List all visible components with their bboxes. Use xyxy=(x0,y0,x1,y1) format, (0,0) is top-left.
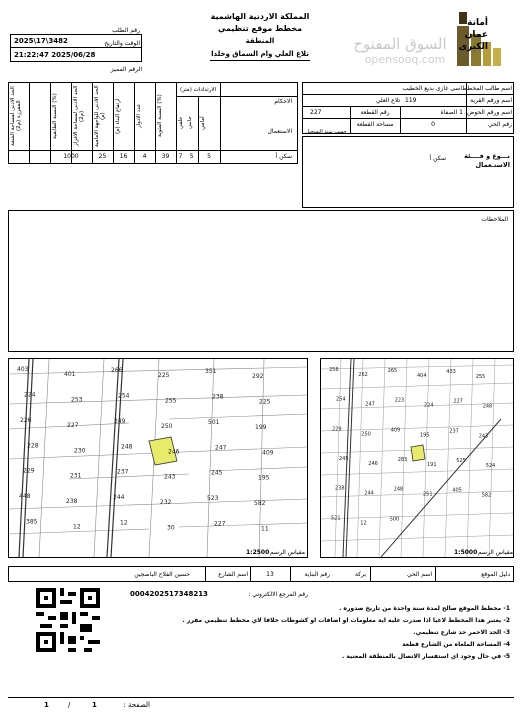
parcel-number: 244 xyxy=(113,494,125,502)
parcel-number: 582 xyxy=(254,500,266,508)
parcel-number: 12 xyxy=(73,523,81,531)
parcel-number: 255 xyxy=(475,374,486,380)
col-floors: عدد الادوار xyxy=(136,103,142,129)
guide-label: دليل الموقع xyxy=(481,571,510,578)
parcel-number: 248 xyxy=(482,403,493,410)
plot-area-label: مساحة القطعة xyxy=(356,121,394,128)
parcel-number: 409 xyxy=(262,449,274,457)
building-no-label: رقم البناية xyxy=(304,571,330,578)
parcel-number: 232 xyxy=(160,499,172,507)
parcel-number: 448 xyxy=(19,493,31,501)
logo-line3: الكبرى xyxy=(458,42,488,52)
area-note: حسب سند التسجيل xyxy=(305,129,347,135)
parcel-number: 228 xyxy=(27,442,39,450)
parcel-number: 250 xyxy=(361,431,371,438)
parcel-number: 248 xyxy=(121,443,133,451)
usage-title: نـــوع و فــــئة الاستـعمال xyxy=(464,152,510,169)
parcel-number: 195 xyxy=(420,432,430,439)
val-floors: 4 xyxy=(142,153,147,160)
applicant-name-value: اسى غازى بديع الخطيب xyxy=(402,85,462,92)
parcel-number: 251 xyxy=(423,491,433,498)
page-current: 1 xyxy=(92,701,97,709)
parcel-number: 265 xyxy=(387,368,398,374)
basin-label: اسم ورقم الحوض xyxy=(467,109,512,116)
qr-code-icon xyxy=(36,588,100,652)
watermark-arabic: السوق المفتوح xyxy=(353,35,447,53)
parcel-number: 227 xyxy=(67,421,79,429)
parcel-number: 254 xyxy=(336,396,346,403)
col-rear: خلفي xyxy=(178,116,184,130)
parcel-number: 283 xyxy=(397,457,408,463)
val-min-subdivision: 1000 xyxy=(63,153,79,160)
page-sep: / xyxy=(68,701,71,709)
parcel-number: 258 xyxy=(329,367,339,373)
parcel-number: 237 xyxy=(117,468,129,476)
parcel-number: 409 xyxy=(390,427,401,434)
district-value: 0 xyxy=(431,121,435,128)
region-label: المنطقة xyxy=(245,37,275,45)
street-label: اسم الشارع xyxy=(218,571,248,578)
parcel-number: 247 xyxy=(365,401,375,408)
footer-line xyxy=(8,697,514,698)
val-front: 5 xyxy=(207,153,211,160)
parcel-number: 245 xyxy=(211,469,223,477)
parcel-number: 229 xyxy=(23,467,35,475)
applicant-name-label: اسم طالب المخطط xyxy=(461,85,512,92)
page-label: الصفحة : xyxy=(123,701,150,709)
time-date: 21:22:47 2025/06/28 xyxy=(14,51,96,59)
parcel-number: 230 xyxy=(74,447,86,455)
parcel-number: 244 xyxy=(364,490,374,497)
parcel-number: 403 xyxy=(17,366,29,373)
col-front: أمامي xyxy=(200,116,206,130)
notes-label: الملاحظات xyxy=(481,216,508,223)
plot-no-label: رقم القطعة xyxy=(360,109,390,116)
parcel-number: 224 xyxy=(24,391,36,399)
parcel-number: 226 xyxy=(20,416,32,424)
usage-box xyxy=(302,136,514,208)
parcel-number: 246 xyxy=(168,448,180,456)
val-height: 16 xyxy=(119,153,128,160)
right-scale: 1:5000 xyxy=(454,549,478,556)
parcel-number: 12 xyxy=(360,520,367,527)
right-scale-label: مقياس الرسم xyxy=(478,549,513,556)
parcel-number: 250 xyxy=(161,422,173,430)
parcel-number: 253 xyxy=(71,396,83,404)
usage-value: سكن أ xyxy=(429,155,446,162)
parcel-number: 223 xyxy=(394,397,405,404)
parcel-number: 254 xyxy=(118,392,130,400)
condition-2: 2- يعتبر هذا المخطط لاغيا اذا صدرت عليه اية معلومات او اضافات او كشوطات خلافا لاي مخطط تنظيمي مقرر . xyxy=(182,617,510,624)
region-value: تلاع العلي وام السماق وخلدا xyxy=(211,50,309,58)
condition-1: 1- مخطط الموقع صالح لمدة سنة واحدة من تاريخ صدوره . xyxy=(339,605,510,612)
address-district-label: اسم الحي xyxy=(407,571,432,578)
parcel-number: 404 xyxy=(417,373,427,379)
page-total: 1 xyxy=(44,701,49,709)
parcel-number: 12 xyxy=(120,519,128,527)
setbacks-header: الارتدادات (متر) xyxy=(179,87,217,93)
parcel-number: 351 xyxy=(205,368,217,375)
parcel-number: 199 xyxy=(255,423,267,431)
document-title: مخطط موقع تنظيمي xyxy=(217,24,303,33)
parcel-number: 225 xyxy=(259,398,271,406)
ref-label: رقم المرجع الالكتروني : xyxy=(248,591,308,598)
condition-4: 4- المساحة الملغاه من الشارع قطعة xyxy=(402,641,510,648)
usage-header: الاستعمال xyxy=(267,128,292,135)
left-scale: 1:2500 xyxy=(246,549,270,556)
col-min-subdivision: الحد الادنى لمساحة الافراز (م2) xyxy=(73,85,85,147)
village-label: اسم ورقم القرية xyxy=(470,97,512,104)
parcel-number: 191 xyxy=(427,462,437,468)
qr-code xyxy=(36,588,100,652)
parcel-number: 11 xyxy=(261,525,269,533)
village-no: 119 xyxy=(405,97,417,104)
parcel-number: 238 xyxy=(212,393,224,401)
parcel-number: 501 xyxy=(208,418,220,426)
col-percentage: النسبة المئوية (%) xyxy=(157,94,163,138)
parcel-number: 238 xyxy=(335,485,345,492)
rules-header: الاحكام xyxy=(274,98,292,105)
parcel-number: 237 xyxy=(449,428,459,435)
district-label: رقم الحي xyxy=(487,121,512,128)
request-no: 2025\17\3482 xyxy=(14,37,68,45)
val-percentage: 39 xyxy=(161,153,170,160)
parcel-number: 255 xyxy=(165,397,177,405)
notes-box xyxy=(8,210,514,352)
map-right xyxy=(320,358,514,558)
parcel-number: 224 xyxy=(424,402,434,409)
watermark-latin: opensooq.com xyxy=(364,53,446,66)
parcel-number: 225 xyxy=(158,372,170,379)
parcel-number: 292 xyxy=(252,373,264,380)
parcel-number: 30 xyxy=(167,524,175,532)
map-left-drawing xyxy=(9,359,307,557)
condition-3: 3- الحد الاحمر حد شارع تنظيمي. xyxy=(413,629,510,636)
parcel-number: 524 xyxy=(485,463,496,469)
basin-value: 1 الصفاة xyxy=(440,109,463,116)
parcel-number: 262 xyxy=(358,372,368,378)
address-district-value: بركة xyxy=(354,571,366,578)
request-no-label: رقم الطلب xyxy=(112,27,140,34)
parcel-number: 229 xyxy=(332,426,342,433)
logo-line1: أمانة xyxy=(467,18,488,28)
kingdom-title: المملكة الاردنية الهاشمية xyxy=(210,12,310,21)
request-box-divider xyxy=(10,47,142,48)
parcel-number: 227 xyxy=(214,520,226,528)
featured-no-label: الرقم المميز xyxy=(110,66,142,73)
parcel-number: 243 xyxy=(164,473,176,481)
parcel-number: 500 xyxy=(389,516,400,523)
col-side: جانبي xyxy=(187,116,193,130)
logo-line2: عمان xyxy=(464,30,488,40)
village-value: تلاع العلي xyxy=(375,97,400,104)
parcel-number: 249 xyxy=(114,417,126,425)
col-min-frontage: الحد الادنى للواجهة الامامية (م) xyxy=(94,85,106,147)
parcel-number: 405 xyxy=(452,487,462,494)
parcel-number: 243 xyxy=(478,433,489,440)
left-scale-label: مقياس الرسم xyxy=(270,549,305,556)
parcel-number: 245 xyxy=(339,456,349,462)
val-side: 5 xyxy=(189,153,194,160)
col-height: ارتفاع البناء (م) xyxy=(115,98,121,134)
val-min-frontage: 25 xyxy=(98,153,107,160)
parcel-number: 246 xyxy=(368,461,378,467)
ref-value: 0004202517348213 xyxy=(130,590,208,598)
time-date-label: الوقت والتاريخ xyxy=(104,40,140,47)
map-right-drawing xyxy=(321,359,513,557)
parcel-number: 385 xyxy=(26,518,38,526)
condition-5: 5- في حال وجود اي استفسار الاتصال بالمنطقة المعنية . xyxy=(342,653,510,660)
parcel-number: 248 xyxy=(393,486,404,493)
parcel-number: 227 xyxy=(453,398,463,405)
parcel-number: 401 xyxy=(64,371,76,378)
parcel-number: 525 xyxy=(456,458,466,464)
building-no: 13 xyxy=(266,571,274,578)
col-floor-ratio: النسبة الطابقية (%) xyxy=(52,93,58,139)
parcel-number: 266 xyxy=(111,367,123,374)
parcel-number: 433 xyxy=(446,369,456,375)
col-min-apartment: الحد الادنى لمساحة الشقة المفرزة (م2) xyxy=(10,86,22,146)
row-usage: سكن أ xyxy=(275,153,292,160)
parcel-number: 247 xyxy=(215,444,227,452)
parcel-number: 523 xyxy=(207,495,219,503)
street-value: حسين الفلاح الباصجين xyxy=(134,571,190,578)
map-left xyxy=(8,358,308,558)
parcel-number: 231 xyxy=(70,472,82,480)
plot-no: 227 xyxy=(310,109,322,116)
parcel-number: 582 xyxy=(481,492,492,499)
val-rear: 7 xyxy=(178,153,183,160)
parcel-number: 238 xyxy=(66,498,78,506)
region-underline xyxy=(210,60,310,61)
parcel-number: 195 xyxy=(258,474,270,482)
parcel-number: 521 xyxy=(331,515,341,522)
